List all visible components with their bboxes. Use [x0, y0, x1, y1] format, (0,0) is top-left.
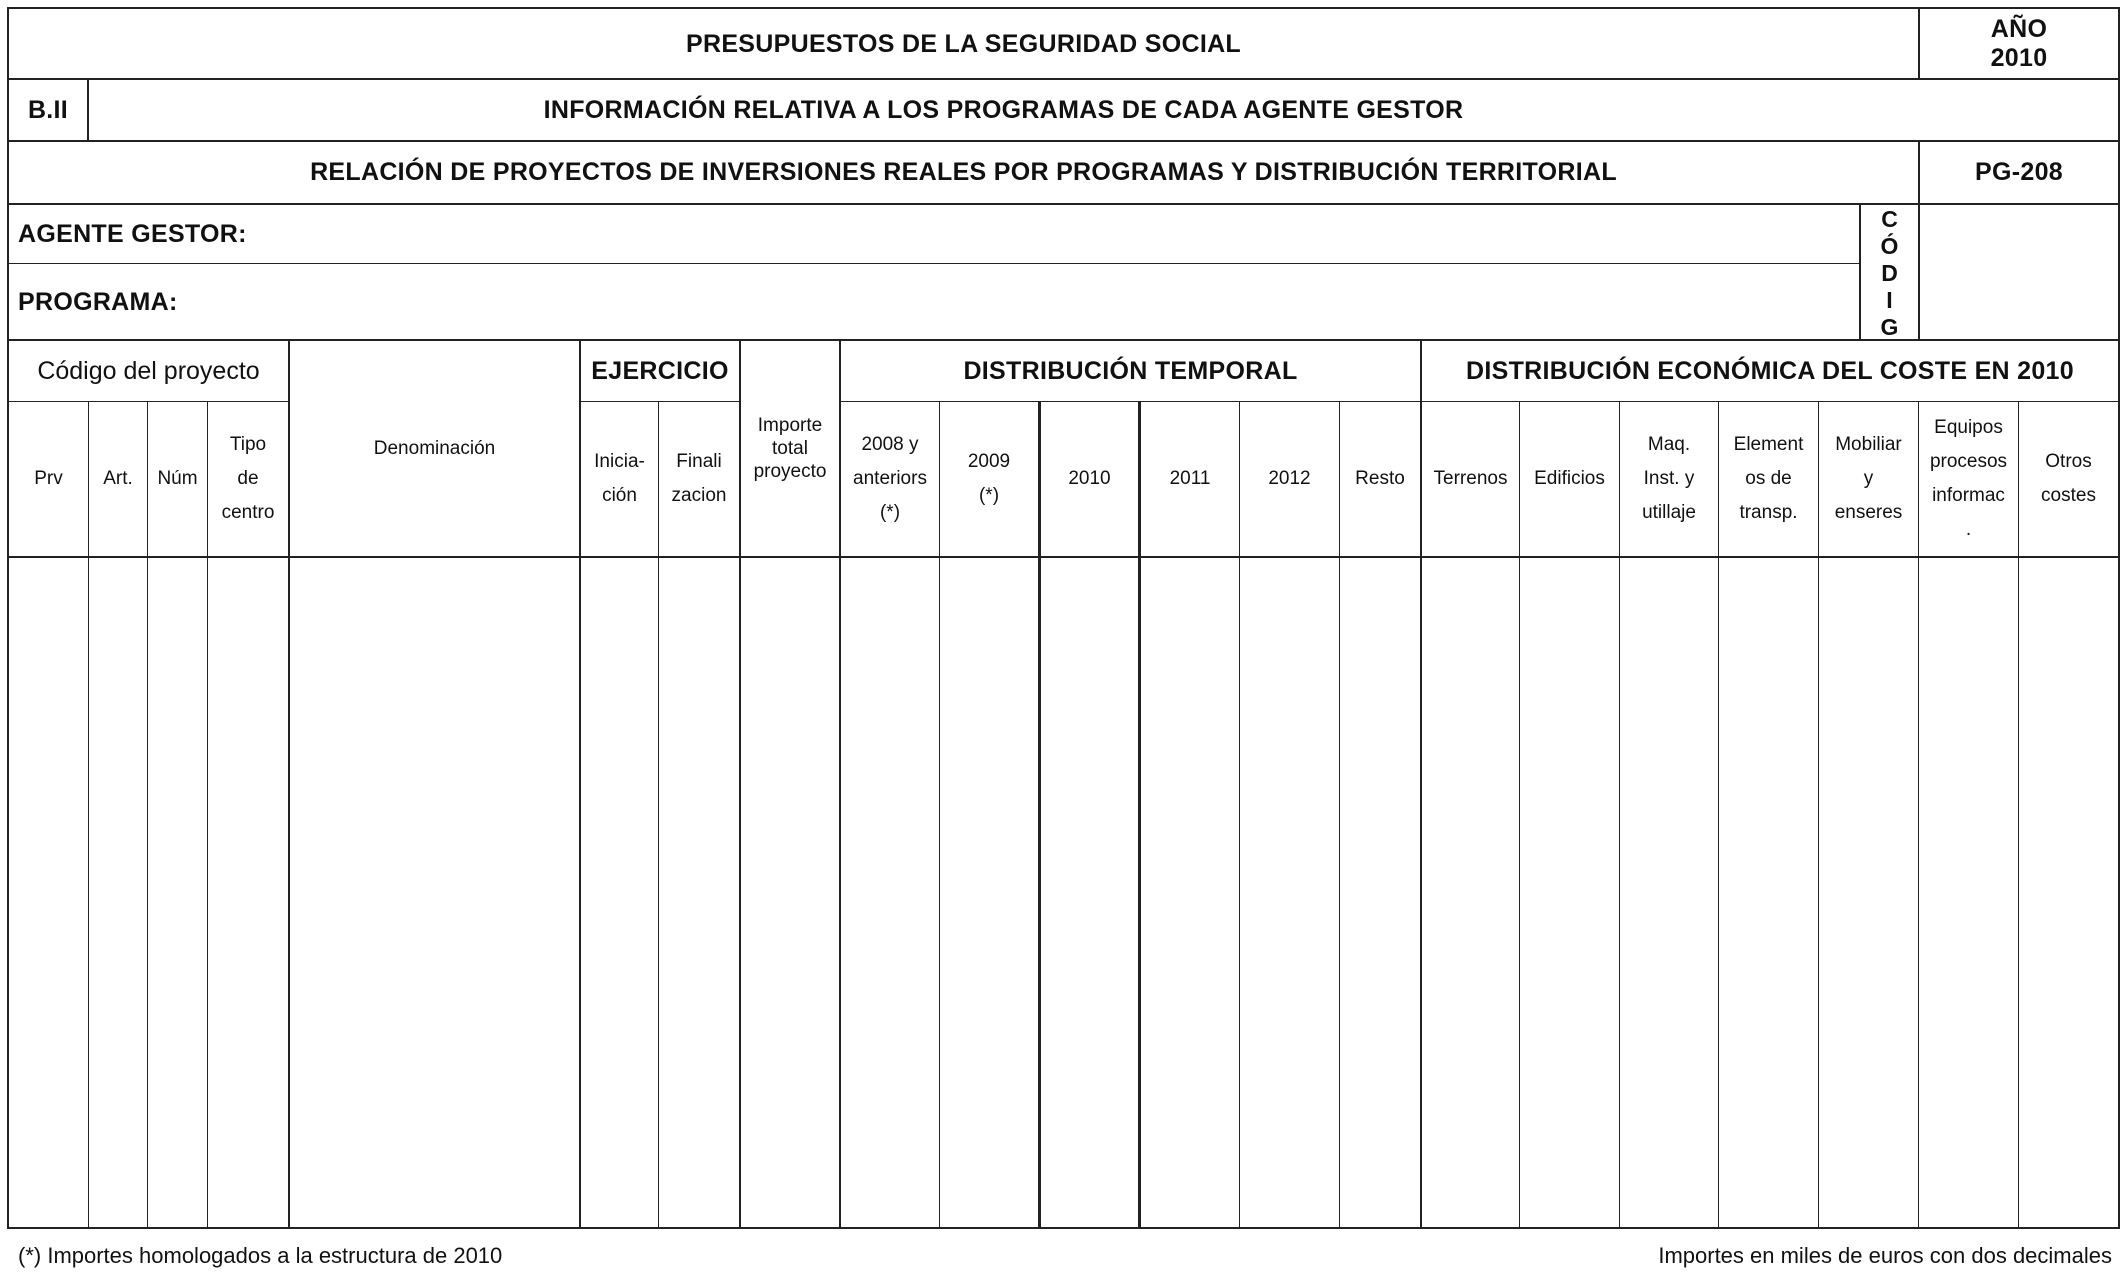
document-title: PRESUPUESTOS DE LA SEGURIDAD SOCIAL: [685, 29, 1242, 58]
form-code: PG-208: [1975, 158, 2063, 186]
year-box: [1920, 9, 2118, 79]
col-terrenos: Terrenos: [1433, 468, 1508, 489]
group-codigo-proyecto: Código del proyecto: [37, 356, 260, 385]
codigo-input[interactable]: [1920, 205, 2118, 339]
section-code: B.II: [27, 95, 69, 124]
col-mobiliario: Mobiliar y enseres: [1834, 434, 1903, 523]
section-title: INFORMACIÓN RELATIVA A LOS PROGRAMAS DE CADA AGENTE GESTOR: [543, 95, 1464, 124]
group-distribucion-temporal: DISTRIBUCIÓN TEMPORAL: [963, 356, 1298, 385]
col-importe-total: Importe total proyecto: [753, 415, 827, 482]
table-body: [9, 558, 2118, 1227]
report-title: RELACIÓN DE PROYECTOS DE INVERSIONES REALES POR PROGRAMAS Y DISTRIBUCIÓN TERRITORIAL: [310, 158, 1617, 186]
col-2012: 2012: [1268, 468, 1311, 489]
col-denominacion: Denominación: [373, 437, 496, 459]
units-note: Importes en miles de euros con dos decimales: [1658, 1243, 2112, 1268]
col-prv: Prv: [34, 468, 63, 489]
col-otros-costes: Otros costes: [2041, 451, 2096, 506]
col-maquinaria: Maq. Inst. y utillaje: [1642, 434, 1696, 523]
col-art: Art.: [103, 468, 133, 489]
agente-gestor-label: AGENTE GESTOR:: [18, 219, 247, 248]
codigo-vertical-label: C Ó D I G: [1880, 206, 1899, 339]
col-finalizacion: Finali zacion: [671, 451, 727, 506]
year-label: AÑO: [1990, 15, 2048, 43]
col-edificios: Edificios: [1534, 468, 1605, 489]
year-value: 2010: [1990, 44, 2048, 72]
col-2008: 2008 y anteriors (*): [853, 434, 927, 523]
col-resto: Resto: [1355, 468, 1405, 489]
col-num: Núm: [157, 468, 198, 489]
col-2011: 2011: [1169, 468, 1211, 489]
col-2009: 2009 (*): [967, 451, 1011, 506]
col-equipos-procesos: Equipos procesos informac .: [1929, 417, 2008, 540]
group-ejercicio: EJERCICIO: [591, 356, 729, 385]
col-iniciacion: Inicia- ción: [594, 451, 645, 506]
footnote: (*) Importes homologados a la estructura de 2010: [18, 1243, 503, 1268]
col-2010: 2010: [1068, 468, 1111, 489]
col-elementos-transporte: Element os de transp.: [1733, 434, 1804, 523]
programa-label: PROGRAMA:: [18, 287, 178, 316]
col-tipo-centro: Tipo de centro: [221, 434, 275, 523]
group-distribucion-economica: DISTRIBUCIÓN ECONÓMICA DEL COSTE EN 2010: [1466, 356, 2074, 385]
